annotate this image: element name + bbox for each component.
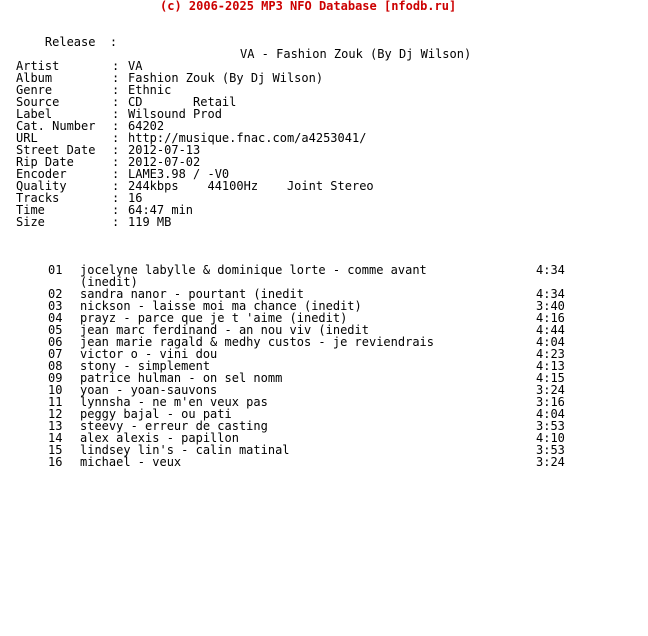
info-separator: : <box>112 143 120 157</box>
site-header: (c) 2006-2025 MP3 NFO Database [nfodb.ru] <box>160 0 457 13</box>
track-duration: 3:53 <box>536 443 565 457</box>
info-separator: : <box>112 83 120 97</box>
track-number: 08 <box>48 359 63 373</box>
info-separator: : <box>112 59 120 73</box>
info-separator: : <box>112 119 120 133</box>
track-number: 07 <box>48 347 63 361</box>
info-key: Tracks <box>16 191 60 205</box>
info-key: Source <box>16 95 60 109</box>
track-duration: 3:24 <box>536 455 565 469</box>
info-separator: : <box>112 71 120 85</box>
track-number: 11 <box>48 395 63 409</box>
info-row <box>16 144 616 156</box>
track-number: 14 <box>48 431 63 445</box>
info-value: CD Retail <box>128 95 237 109</box>
track-duration: 4:44 <box>536 323 565 337</box>
info-row <box>16 156 616 168</box>
track-duration: 3:24 <box>536 383 565 397</box>
track-title: jocelyne labylle & dominique lorte - comme avant <box>80 263 427 277</box>
info-row <box>16 192 616 204</box>
info-key: Quality <box>16 179 67 193</box>
info-value: 119 MB <box>128 215 172 229</box>
track-title: stony - simplement <box>80 359 211 373</box>
track-duration: 4:10 <box>536 431 565 445</box>
track-number: 05 <box>48 323 63 337</box>
track-title: victor o - vini dou <box>80 347 218 361</box>
track-duration: 4:34 <box>536 287 565 301</box>
track-duration: 3:53 <box>536 419 565 433</box>
track-title: michael - veux <box>80 455 182 469</box>
info-key: Genre <box>16 83 53 97</box>
info-separator: : <box>112 155 120 169</box>
track-number: 02 <box>48 287 63 301</box>
info-value: 16 <box>128 191 143 205</box>
track-title: alex alexis - papillon <box>80 431 239 445</box>
track-title: peggy bajal - ou pati <box>80 407 232 421</box>
info-separator: : <box>112 107 120 121</box>
track-number: 01 <box>48 263 63 277</box>
track-title: patrice hulman - on sel nomm <box>80 371 283 385</box>
info-key: Encoder <box>16 167 67 181</box>
info-key: URL <box>16 131 38 145</box>
track-duration: 3:40 <box>536 299 565 313</box>
info-key: Label <box>16 107 53 121</box>
release-value: VA - Fashion Zouk (By Dj Wilson) <box>240 47 472 61</box>
info-separator: : <box>112 167 120 181</box>
info-key: Time <box>16 203 45 217</box>
info-key: Artist <box>16 59 60 73</box>
track-title: nickson - laisse moi ma chance (inedit) <box>80 299 362 313</box>
track-number: 04 <box>48 311 63 325</box>
track-number: 15 <box>48 443 63 457</box>
track-title: prayz - parce que je t 'aime (inedit) <box>80 311 348 325</box>
info-value: 64:47 min <box>128 203 194 217</box>
info-key: Album <box>16 71 53 85</box>
info-row <box>16 96 616 108</box>
track-title: jean marc ferdinand - an nou viv (inedit <box>80 323 369 337</box>
info-row <box>16 108 616 120</box>
track-title: yoan - yoan-sauvons <box>80 383 218 397</box>
track-duration: 4:13 <box>536 359 565 373</box>
info-key: Cat. Number <box>16 119 96 133</box>
track-duration: 4:04 <box>536 407 565 421</box>
track-number: 16 <box>48 455 63 469</box>
release-label: Release : <box>44 35 118 49</box>
track-title: jean marie ragald & medhy custos - je reviendrais <box>80 335 435 349</box>
info-row <box>16 204 616 216</box>
info-value: 2012-07-13 <box>128 143 201 157</box>
track-duration: 4:04 <box>536 335 565 349</box>
info-separator: : <box>112 95 120 109</box>
release-line <box>16 24 616 61</box>
track-duration: 4:23 <box>536 347 565 361</box>
track-row <box>48 456 608 468</box>
info-row <box>16 216 616 228</box>
info-separator: : <box>112 179 120 193</box>
track-number: 09 <box>48 371 63 385</box>
info-separator: : <box>112 203 120 217</box>
info-separator: : <box>112 215 120 229</box>
track-title: lynnsha - ne m'en veux pas <box>80 395 268 409</box>
info-value: http://musique.fnac.com/a4253041/ <box>128 131 367 145</box>
track-duration: 3:16 <box>536 395 565 409</box>
info-value: LAME3.98 / -V0 <box>128 167 230 181</box>
info-separator: : <box>112 191 120 205</box>
info-value: VA <box>128 59 143 73</box>
track-title: sandra nanor - pourtant (inedit <box>80 287 304 301</box>
info-value: 2012-07-02 <box>128 155 201 169</box>
track-duration: 4:16 <box>536 311 565 325</box>
track-duration: 4:15 <box>536 371 565 385</box>
track-number: 10 <box>48 383 63 397</box>
track-title: lindsey lin's - calin matinal <box>80 443 290 457</box>
info-row <box>16 132 616 144</box>
info-key: Rip Date <box>16 155 74 169</box>
track-number: 03 <box>48 299 63 313</box>
info-key: Size <box>16 215 45 229</box>
info-value: 64202 <box>128 119 165 133</box>
track-title: steevy - erreur de casting <box>80 419 268 433</box>
info-row <box>16 72 616 84</box>
track-number: 06 <box>48 335 63 349</box>
info-row <box>16 180 616 192</box>
info-value: Fashion Zouk (By Dj Wilson) <box>128 71 324 85</box>
track-number: 12 <box>48 407 63 421</box>
track-number: 13 <box>48 419 63 433</box>
info-separator: : <box>112 131 120 145</box>
info-row <box>16 84 616 96</box>
track-title-continuation: (inedit) <box>80 275 138 289</box>
track-duration: 4:34 <box>536 263 565 277</box>
info-value: Ethnic <box>128 83 172 97</box>
info-value: Wilsound Prod <box>128 107 222 121</box>
info-value: 244kbps 44100Hz Joint Stereo <box>128 179 374 193</box>
info-key: Street Date <box>16 143 96 157</box>
